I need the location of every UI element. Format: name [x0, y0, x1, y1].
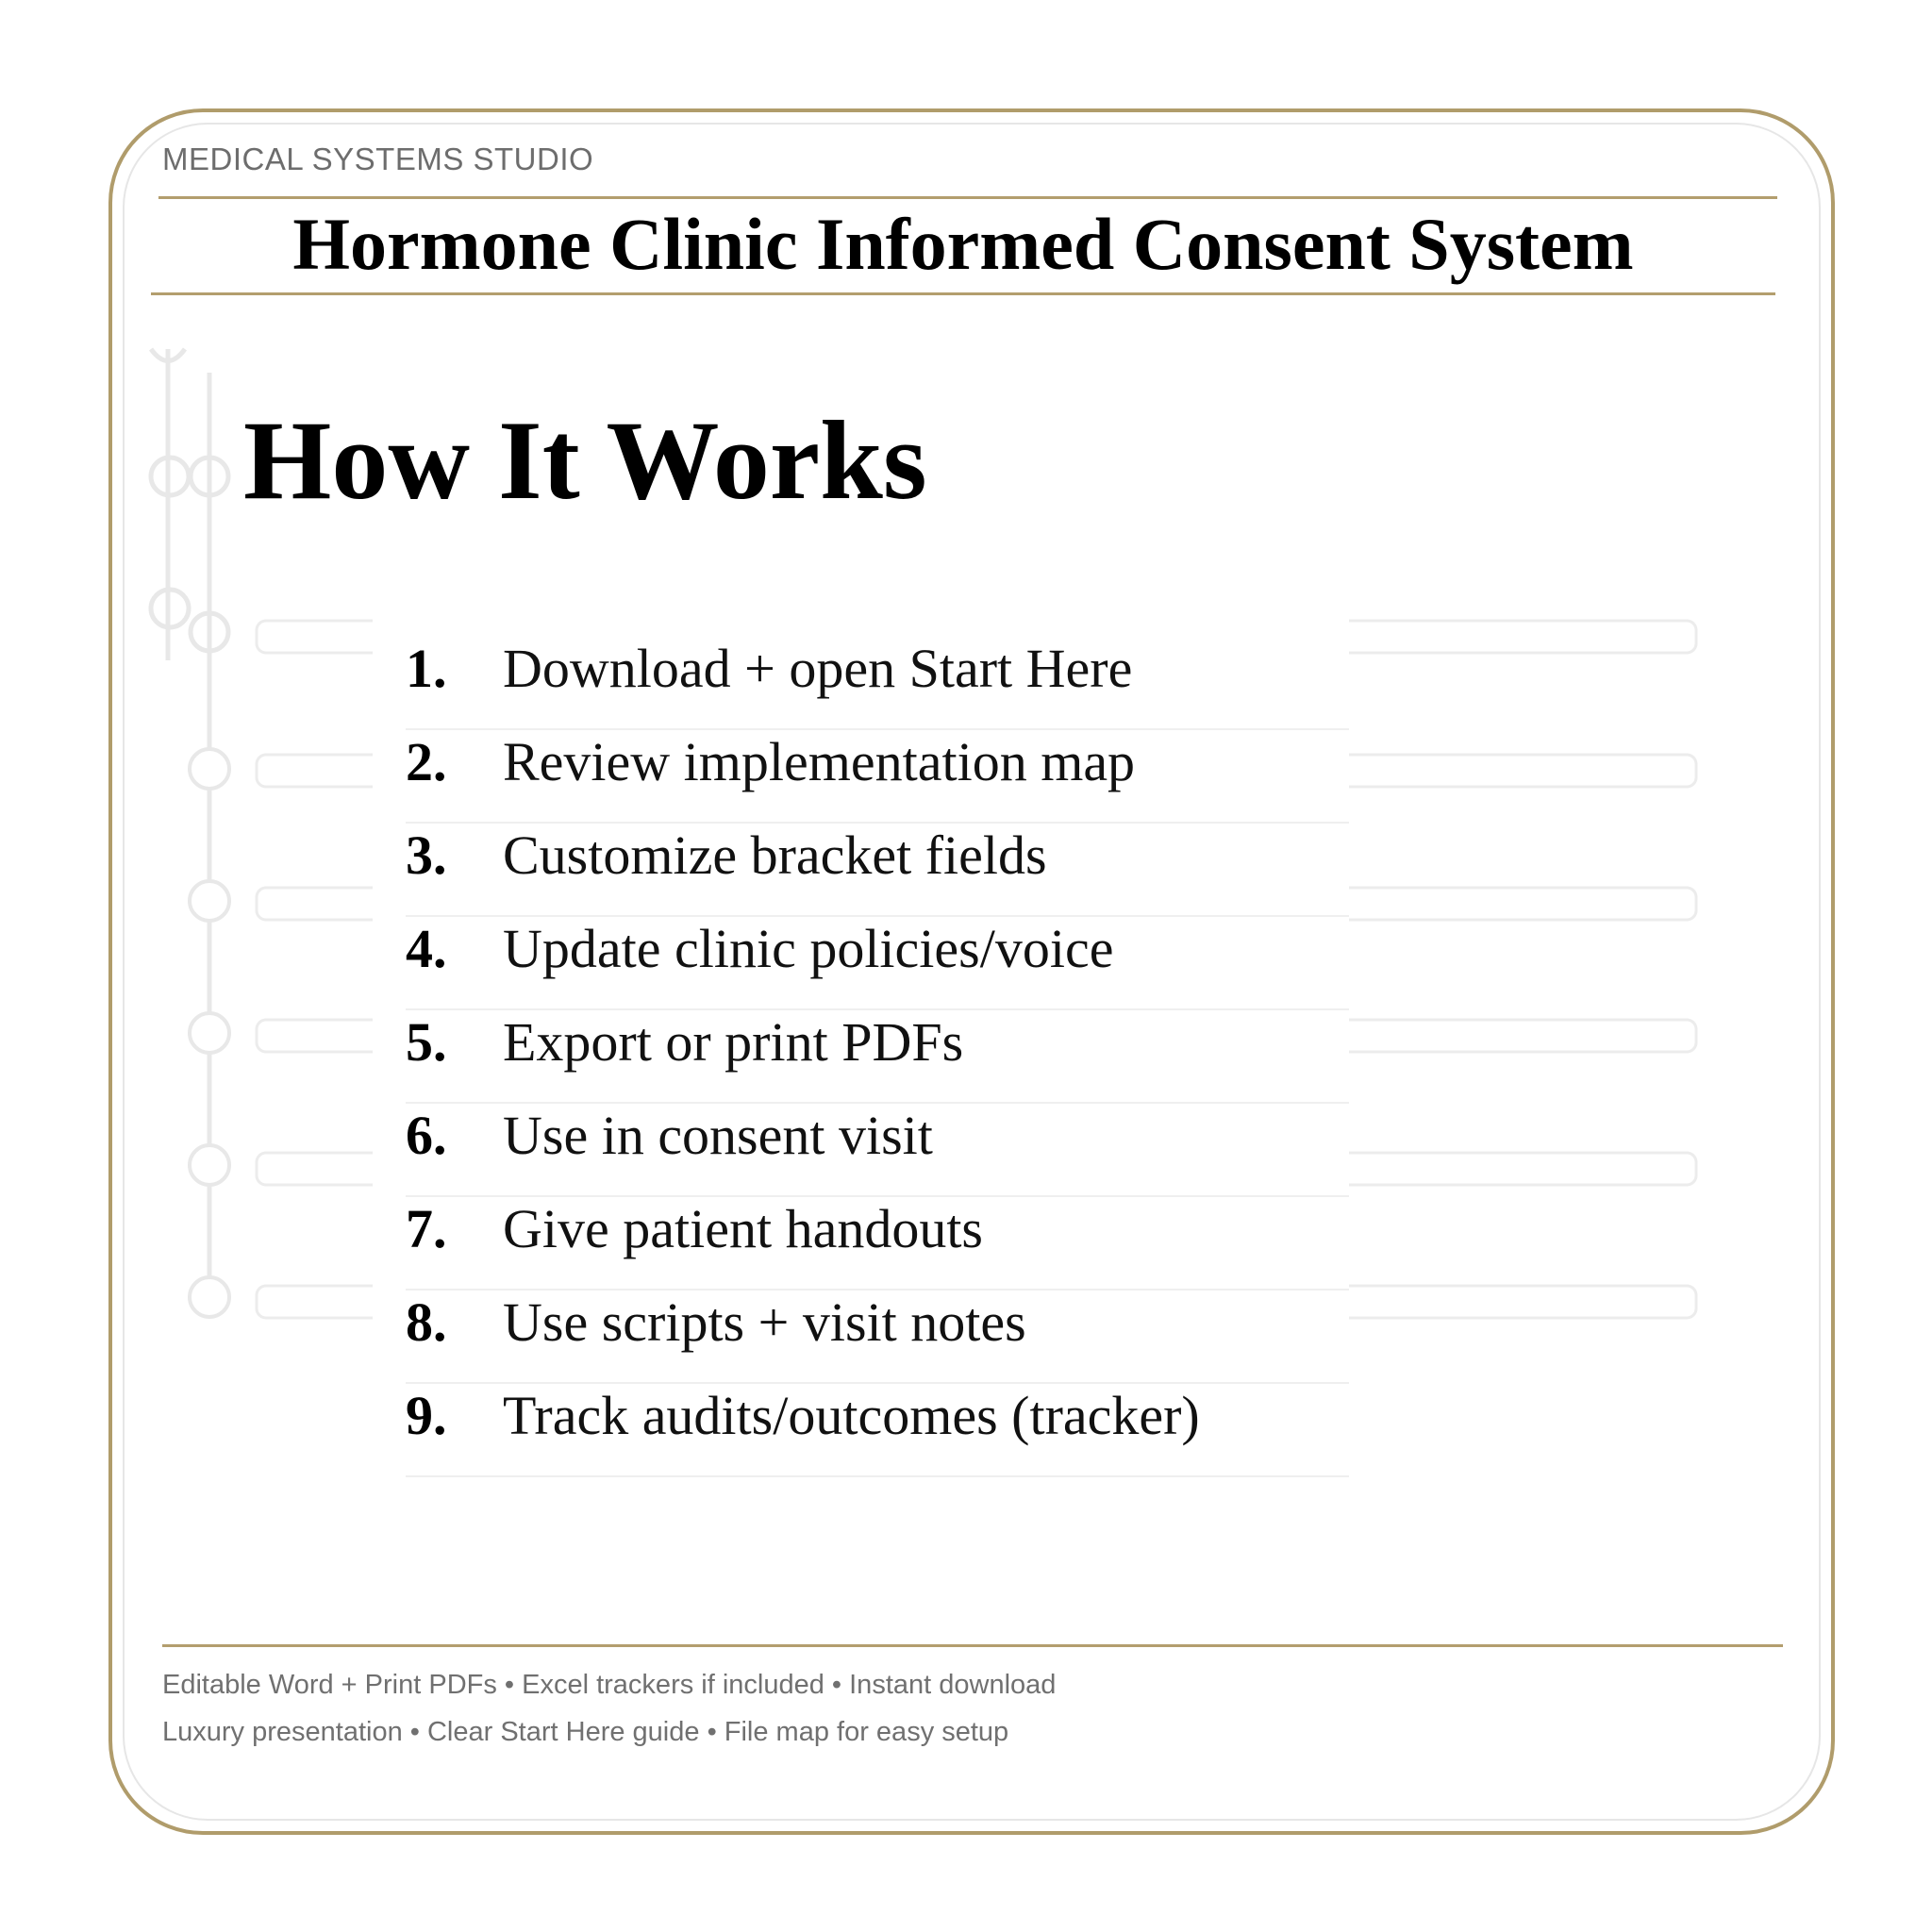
step-text: Download + open Start Here: [503, 638, 1133, 699]
section-heading: How It Works: [243, 397, 927, 523]
step-text: Customize bracket fields: [503, 824, 1047, 886]
step-number: 3.: [406, 824, 447, 886]
step-item-7: [406, 1197, 1349, 1291]
footer-features-line-1: Editable Word + Print PDFs • Excel trackers if included • Instant download: [162, 1670, 1057, 1700]
step-number: 4.: [406, 918, 447, 979]
step-item-2: [406, 730, 1349, 824]
step-item-1: [406, 637, 1349, 730]
step-item-3: [406, 824, 1349, 917]
step-number: 2.: [406, 731, 447, 792]
step-text: Export or print PDFs: [503, 1011, 964, 1073]
step-text: Use in consent visit: [503, 1105, 933, 1166]
step-item-6: [406, 1104, 1349, 1197]
step-item-8: [406, 1291, 1349, 1384]
document-title: Hormone Clinic Informed Consent System: [292, 203, 1634, 285]
step-number: 8.: [406, 1291, 447, 1353]
step-item-9: [406, 1384, 1349, 1477]
step-number: 9.: [406, 1385, 447, 1446]
step-number: 7.: [406, 1198, 447, 1259]
step-number: 5.: [406, 1011, 447, 1073]
steps-list: [373, 618, 1349, 1496]
step-text: Use scripts + visit notes: [503, 1291, 1026, 1353]
step-text: Update clinic policies/voice: [503, 918, 1114, 979]
footer-features-line-2: Luxury presentation • Clear Start Here guide • File map for easy setup: [162, 1717, 1009, 1747]
brand-label: MEDICAL SYSTEMS STUDIO: [162, 142, 594, 176]
step-number: 1.: [406, 638, 447, 699]
footer-divider: [162, 1644, 1783, 1647]
step-text: Give patient handouts: [503, 1198, 984, 1259]
step-text: Track audits/outcomes (tracker): [503, 1385, 1200, 1446]
step-item-4: [406, 917, 1349, 1010]
step-text: Review implementation map: [503, 731, 1136, 792]
step-item-5: [406, 1010, 1349, 1104]
step-number: 6.: [406, 1105, 447, 1166]
